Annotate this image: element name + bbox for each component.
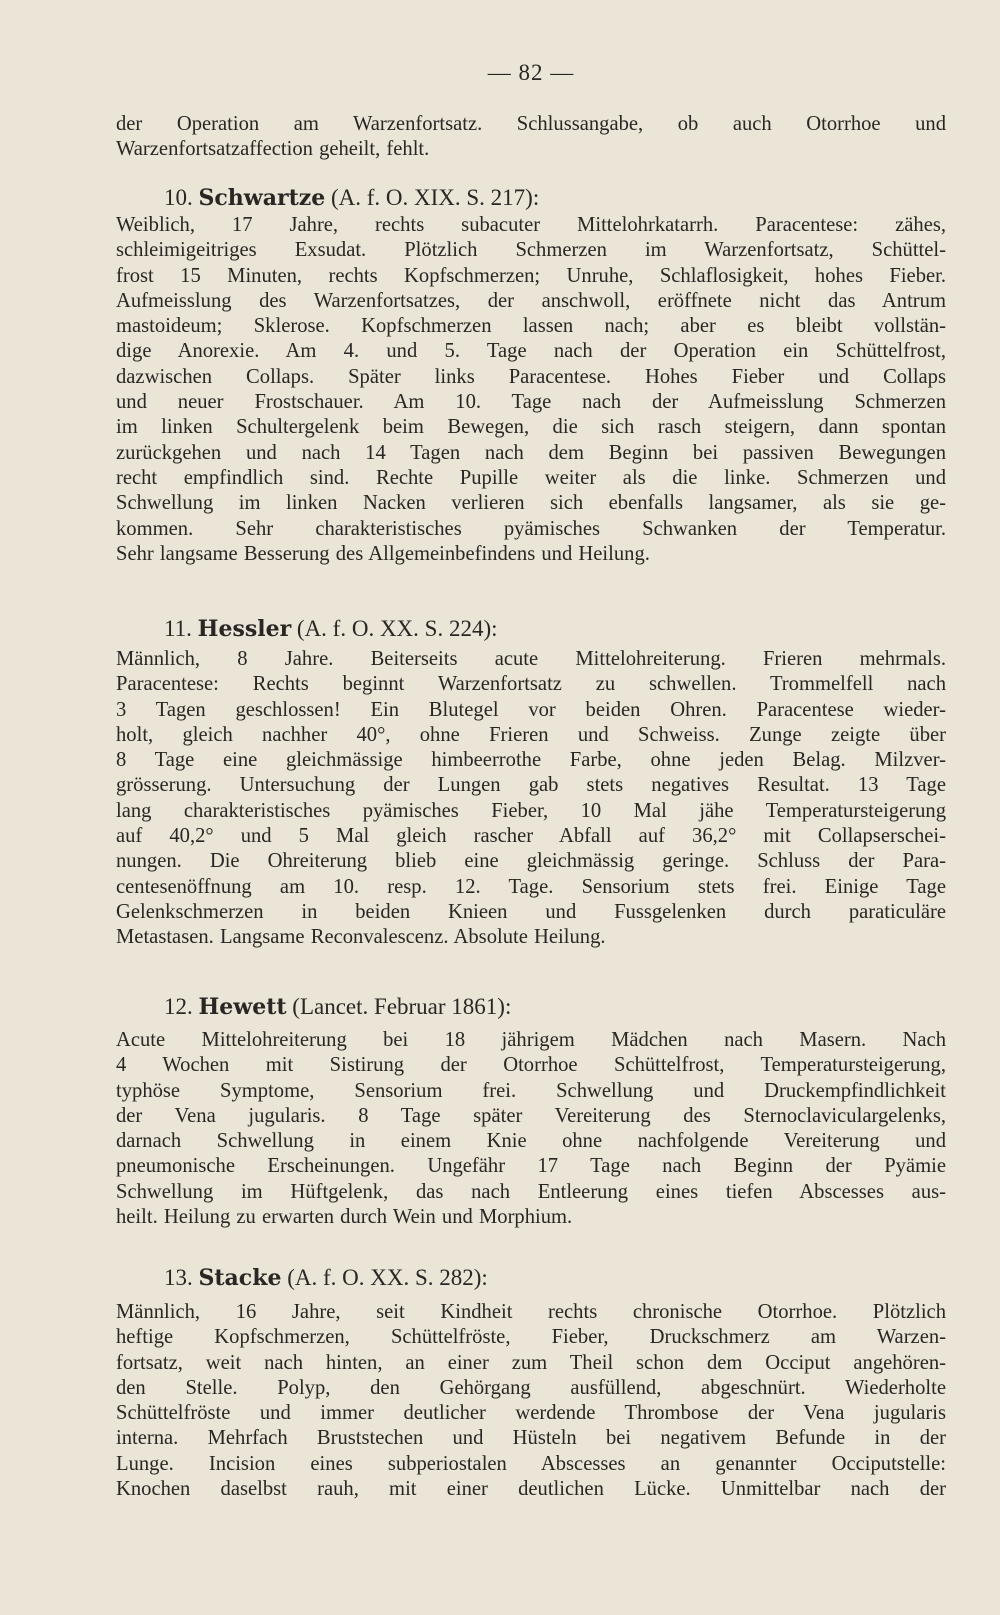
text-line: typhöse Symptome, Sensorium frei. Schwellung und Druckempfindlichkeit — [116, 1079, 946, 1102]
text-line: Schüttelfröste und immer deutlicher werdende Thrombose der Vena jugularis — [116, 1402, 946, 1425]
text-line: grösserung. Untersuchung der Lungen gab stets negatives Resultat. 13 Tage — [116, 774, 946, 797]
case-heading-13 — [164, 1263, 488, 1293]
case-body-10 — [116, 213, 946, 567]
text-line: Sehr langsame Besserung des Allgemeinbefindens und Heilung. — [116, 542, 650, 565]
text-line: kommen. Sehr charakteristisches pyämisches Schwanken der Temperatur. — [116, 517, 946, 540]
text-line: heilt. Heilung zu erwarten durch Wein und Morphium. — [116, 1206, 573, 1229]
case-citation: (Lancet. Februar 1861): — [292, 994, 512, 1019]
text-line: Weiblich, 17 Jahre, rechts subacuter Mittelohrkatarrh. Paracentese: zähes, — [116, 214, 946, 236]
case-heading-12 — [164, 992, 511, 1022]
text-line: centesenöffnung am 10. resp. 12. Tage. Sensorium stets frei. Einige Tage — [116, 875, 946, 898]
text-line: auf 40,2° und 5 Mal gleich rascher Abfall auf 36,2° mit Collapserschei- — [116, 825, 946, 848]
text-line: Acute Mittelohreiterung bei 18 jährigem Mädchen nach Masern. Nach — [116, 1029, 946, 1051]
case-number: 12. — [164, 994, 193, 1019]
text-line: zurückgehen und nach 14 Tagen nach dem Beginn bei passiven Bewegungen — [116, 441, 946, 464]
text-line: Aufmeisslung des Warzenfortsatzes, der anschwoll, eröffnete nicht das Antrum — [116, 289, 946, 312]
case-author: Stacke — [198, 1265, 282, 1291]
text-line: der Operation am Warzenfortsatz. Schlussangabe, ob auch Otorrhoe und — [116, 113, 946, 135]
text-line: holt, gleich nachher 40°, ohne Frieren und Schweiss. Zunge zeigte über — [116, 723, 946, 746]
text-line: schleimigeitriges Exsudat. Plötzlich Schmerzen im Warzenfortsatz, Schüttel- — [116, 239, 946, 262]
text-line: 4 Wochen mit Sistirung der Otorrhoe Schüttelfrost, Temperatursteigerung, — [116, 1054, 946, 1077]
text-line: und neuer Frostschauer. Am 10. Tage nach der Aufmeisslung Schmerzen — [116, 391, 946, 414]
case-number: 10. — [164, 185, 193, 210]
case-body-12 — [116, 1028, 946, 1230]
case-author: Hewett — [198, 994, 287, 1020]
text-line: mastoideum; Sklerose. Kopfschmerzen lassen nach; aber es bleibt vollstän- — [116, 315, 946, 338]
text-line: 8 Tage eine gleichmässige himbeerrothe Farbe, ohne jeden Belag. Milzver- — [116, 749, 946, 772]
case-heading-10 — [164, 183, 539, 213]
text-line: Warzenfortsatzaffection geheilt, fehlt. — [116, 138, 430, 161]
intro-paragraph — [116, 112, 946, 163]
case-number: 13. — [164, 1265, 193, 1290]
case-citation: (A. f. O. XIX. S. 217): — [330, 185, 540, 210]
case-citation: (A. f. O. XX. S. 282): — [287, 1265, 488, 1290]
text-line: Metastasen. Langsame Reconvalescenz. Absolute Heilung. — [116, 926, 606, 949]
case-body-13 — [116, 1300, 946, 1502]
page-number: — 82 — — [487, 60, 575, 85]
text-line: Gelenkschmerzen in beiden Knieen und Fussgelenken durch paraticuläre — [116, 900, 946, 923]
text-line: nungen. Die Ohreiterung blieb eine gleichmässig geringe. Schluss der Para- — [116, 850, 946, 873]
text-line: darnach Schwellung in einem Knie ohne nachfolgende Vereiterung und — [116, 1130, 946, 1153]
text-line: interna. Mehrfach Bruststechen und Hüsteln bei negativem Befunde in der — [116, 1427, 946, 1450]
text-line: der Vena jugularis. 8 Tage später Vereiterung des Sternoclaviculargelenks, — [116, 1104, 946, 1127]
text-line: 3 Tagen geschlossen! Ein Blutegel vor beiden Ohren. Paracentese wieder- — [116, 698, 946, 721]
text-line: heftige Kopfschmerzen, Schüttelfröste, Fieber, Druckschmerz am Warzen- — [116, 1326, 946, 1349]
case-author: Hessler — [197, 616, 292, 642]
text-line: lang charakteristisches pyämisches Fieber, 10 Mal jähe Temperatursteigerung — [116, 799, 946, 822]
text-line: Männlich, 8 Jahre. Beiterseits acute Mittelohreiterung. Frieren mehrmals. — [116, 648, 946, 670]
case-heading-11 — [164, 614, 498, 644]
case-citation: (A. f. O. XX. S. 224): — [296, 616, 498, 641]
text-line: dige Anorexie. Am 4. und 5. Tage nach der Operation ein Schüttelfrost, — [116, 340, 946, 363]
case-author: Schwartze — [198, 185, 326, 211]
text-line: fortsatz, weit nach hinten, an einer zum Theil schon dem Occiput angehören- — [116, 1351, 946, 1374]
text-line: frost 15 Minuten, rechts Kopfschmerzen; Unruhe, Schlaflosigkeit, hohes Fieber. — [116, 264, 946, 287]
text-line: Paracentese: Rechts beginnt Warzenfortsatz zu schwellen. Trommelfell nach — [116, 673, 946, 696]
text-line: Schwellung im linken Nacken verlieren sich ebenfalls langsamer, als sie ge- — [116, 492, 946, 515]
case-number: 11. — [164, 616, 192, 641]
text-line: im linken Schultergelenk beim Bewegen, die sich rasch steigern, dann spontan — [116, 416, 946, 439]
text-line: recht empfindlich sind. Rechte Pupille weiter als die linke. Schmerzen und — [116, 466, 946, 489]
case-body-11 — [116, 647, 946, 951]
text-line: pneumonische Erscheinungen. Ungefähr 17 Tage nach Beginn der Pyämie — [116, 1155, 946, 1178]
text-line: Schwellung im Hüftgelenk, das nach Entleerung eines tiefen Abscesses aus- — [116, 1180, 946, 1203]
text-line: Lunge. Incision eines subperiostalen Abscesses an genannter Occiputstelle: — [116, 1452, 946, 1475]
text-line: dazwischen Collaps. Später links Paracentese. Hohes Fieber und Collaps — [116, 365, 946, 388]
text-line: Knochen daselbst rauh, mit einer deutlichen Lücke. Unmittelbar nach der — [116, 1478, 946, 1501]
text-line: Männlich, 16 Jahre, seit Kindheit rechts chronische Otorrhoe. Plötzlich — [116, 1301, 946, 1323]
text-line: den Stelle. Polyp, den Gehörgang ausfüllend, abgeschnürt. Wiederholte — [116, 1376, 946, 1399]
